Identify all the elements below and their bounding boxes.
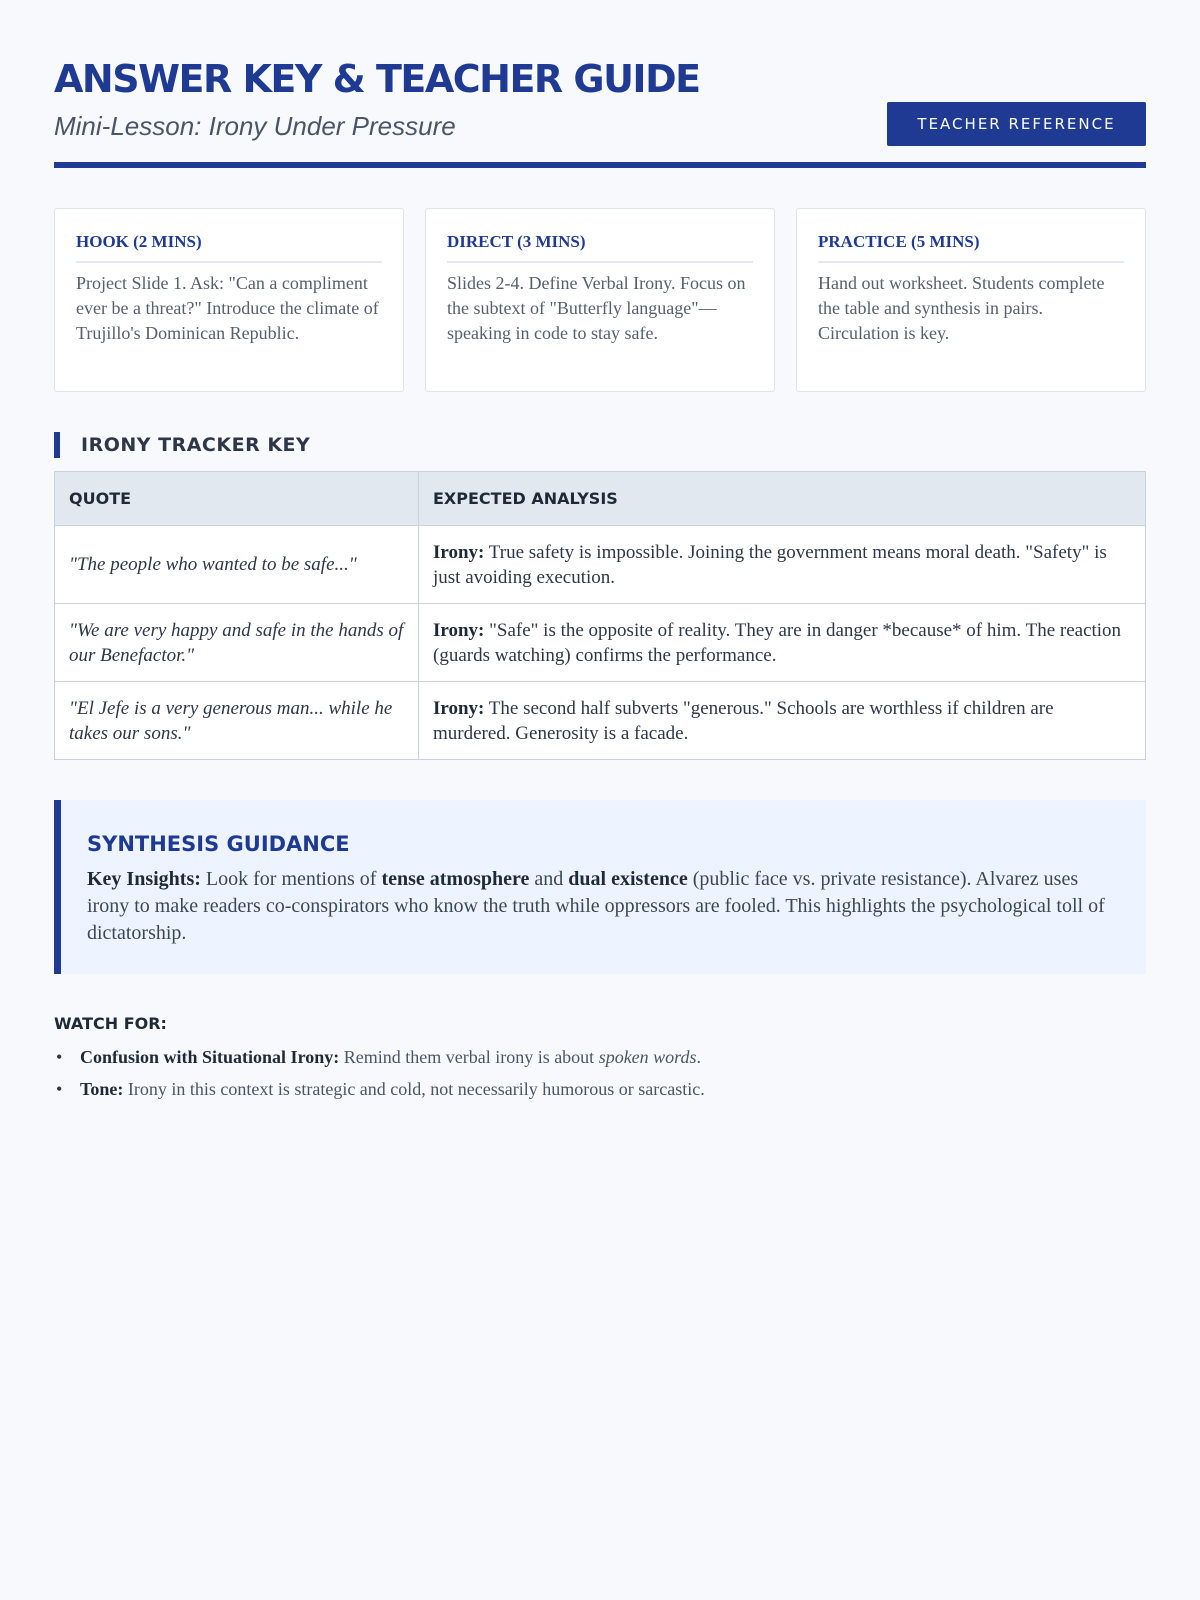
list-item [54, 1077, 1146, 1101]
bullet-icon: • [56, 1079, 63, 1099]
column-header-quote: QUOTE [55, 472, 419, 526]
lesson-phases [54, 208, 1146, 392]
quote-cell: "We are very happy and safe in the hands of our Benefactor." [55, 604, 419, 682]
synthesis-title: SYNTHESIS GUIDANCE [87, 832, 350, 856]
bullet-icon: • [56, 1047, 63, 1067]
synthesis-emphasis: dual existence [568, 868, 688, 890]
irony-label: Irony: [433, 697, 485, 719]
phase-title: DIRECT (3 MINS) [447, 231, 753, 263]
table-row [55, 682, 1146, 760]
synthesis-guidance-box [54, 800, 1146, 974]
table-row [55, 526, 1146, 604]
quote-cell: "The people who wanted to be safe..." [55, 526, 419, 604]
analysis-text: "Safe" is the opposite of reality. They are in danger *because* of him. The reaction (guards watching) confirms the performance. [433, 619, 1122, 666]
watch-item-text: Remind them verbal irony is about [339, 1047, 599, 1067]
synthesis-emphasis: tense atmosphere [381, 868, 530, 890]
irony-tracker-table [54, 471, 1146, 760]
phase-title: HOOK (2 MINS) [76, 231, 382, 263]
page-title: ANSWER KEY & TEACHER GUIDE [54, 57, 700, 101]
synthesis-body [87, 866, 1116, 947]
phase-body: Hand out worksheet. Students complete the table and synthesis in pairs. Circulation is key. [818, 273, 1105, 343]
synthesis-text: and [529, 868, 569, 890]
synthesis-text: (public face vs. private resistance). Alvarez uses irony to make readers co-conspirators who know the truth while oppressors are fooled. This highlights the psychological toll of dictatorship. [87, 868, 1105, 944]
irony-label: Irony: [433, 619, 485, 641]
watch-item-text: . [696, 1047, 702, 1067]
analysis-cell [419, 604, 1146, 682]
page-header [54, 0, 1146, 168]
table-row [55, 604, 1146, 682]
page-subtitle: Mini-Lesson: Irony Under Pressure [54, 111, 456, 141]
watch-item-label: Confusion with Situational Irony: [80, 1047, 340, 1067]
watch-item-label: Tone: [80, 1079, 124, 1099]
key-insights-label: Key Insights: [87, 868, 201, 890]
phase-card-practice [796, 208, 1146, 392]
quote-cell: "El Jefe is a very generous man... while he takes our sons." [55, 682, 419, 760]
table-header-row [55, 472, 1146, 526]
phase-body: Slides 2-4. Define Verbal Irony. Focus on the subtext of "Butterfly language"—speaking in code to stay safe. [447, 273, 746, 343]
phase-card-hook [54, 208, 404, 392]
column-header-analysis: EXPECTED ANALYSIS [419, 472, 1146, 526]
analysis-text: True safety is impossible. Joining the government means moral death. "Safety" is just avoiding execution. [433, 541, 1107, 588]
irony-tracker-heading: IRONY TRACKER KEY [54, 432, 1146, 458]
analysis-cell [419, 682, 1146, 760]
watch-for-list [54, 1045, 1146, 1101]
analysis-cell [419, 526, 1146, 604]
watch-item-text: Irony in this context is strategic and cold, not necessarily humorous or sarcastic. [123, 1079, 705, 1099]
list-item [54, 1045, 1146, 1069]
teacher-reference-badge: TEACHER REFERENCE [887, 102, 1146, 146]
analysis-text: The second half subverts "generous." Schools are worthless if children are murdered. Generosity is a facade. [433, 697, 1054, 744]
phase-body: Project Slide 1. Ask: "Can a compliment ever be a threat?" Introduce the climate of Trujillo's Dominican Republic. [76, 273, 379, 343]
synthesis-text: Look for mentions of [200, 868, 382, 890]
watch-item-emphasis: spoken words [598, 1047, 697, 1067]
phase-card-direct [425, 208, 775, 392]
irony-label: Irony: [433, 541, 485, 563]
phase-title: PRACTICE (5 MINS) [818, 231, 1124, 263]
watch-for-heading: WATCH FOR: [54, 1014, 167, 1033]
